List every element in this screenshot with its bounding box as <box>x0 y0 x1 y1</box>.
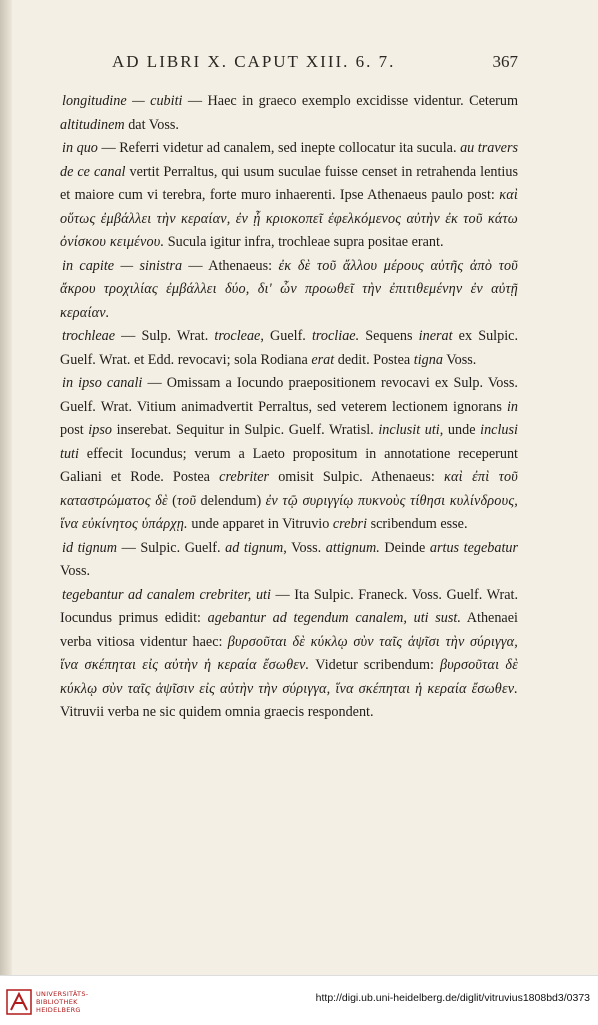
text-run: — Referri videtur ad canalem, sed inepte collocatur ita sucula. <box>97 140 461 156</box>
text-run: dedit. Postea <box>334 351 414 368</box>
paragraph <box>60 90 518 137</box>
greek-quotation: βυρσοῦται δὲ κύκλῳ σὺν ταῖς ἁψῖσιν εἰς αὐτὴν τὴν σύριγγα, ἵνα σκέπηται ἡ κεραία ἔσωθεν. <box>60 657 519 697</box>
italic-term: in capite — sinistra <box>62 257 183 274</box>
text-run: — Athenaeus: <box>182 257 279 274</box>
text-run: vertit Perraltus, qui usum suculae fuisse censet in retrahenda lentius et maiore cum vi terebra, forte muro inhaerenti. Ipse Athenaeus paulo post: <box>60 163 518 203</box>
text-run: dat Voss. <box>124 116 179 133</box>
italic-term: inerat <box>418 328 453 344</box>
italic-term: inclusi tuti <box>60 422 518 462</box>
paragraph <box>60 325 518 372</box>
text-run: Sucula igitur infra, trochleae supra positae erant. <box>164 234 444 250</box>
italic-term: crebriter <box>219 469 270 485</box>
text-run: post <box>60 422 89 438</box>
italic-term: ad tignum <box>225 539 284 556</box>
library-name-line: UNIVERSITÄTS- <box>36 990 89 998</box>
text-run: Videtur scribendum: <box>309 657 440 673</box>
italic-term: altitudinem <box>60 116 125 133</box>
page-number: 367 <box>492 52 518 71</box>
italic-term: in ipso canali <box>62 375 143 391</box>
paragraph <box>60 255 518 326</box>
paragraph <box>60 584 518 725</box>
italic-term: erat <box>311 351 335 368</box>
library-logo-icon <box>6 989 32 1015</box>
italic-term: trocleae <box>214 328 261 344</box>
italic-term: artus <box>429 539 460 556</box>
text-run: ( <box>167 492 177 509</box>
running-title: AD LIBRI X. CAPUT XIII. 6. 7. <box>112 52 396 71</box>
text-run: delendum) <box>196 492 266 509</box>
paragraph <box>60 537 518 584</box>
page-header <box>0 52 598 74</box>
text-run: Sequens <box>359 328 419 344</box>
commentary-text <box>60 90 518 725</box>
italic-term: inclusit uti <box>378 422 440 438</box>
italic-term: tigna <box>413 351 443 368</box>
text-run: Deinde <box>379 539 430 556</box>
text-run: Voss. <box>442 351 477 368</box>
library-name-line: BIBLIOTHEK <box>36 998 78 1006</box>
text-run: , unde <box>439 422 481 438</box>
text-run: omisit Sulpic. Athenaeus: <box>269 469 444 485</box>
italic-term: tegebantur ad canalem crebriter, uti <box>62 586 271 603</box>
text-run: inserebat. Sequitur in Sulpic. Guelf. Wratisl. <box>111 422 379 438</box>
text-run: Voss. <box>60 563 91 579</box>
italic-term: trochleae <box>62 328 116 344</box>
italic-term: au travers de ce canal <box>60 140 519 180</box>
italic-term: crebri <box>332 516 368 532</box>
text-run: Vitruvii verba ne sic quidem omnia graecis respondent. <box>60 704 374 720</box>
text-run: — Ita Sulpic. Franeck. Voss. Guelf. Wrat. Iocundus primus edidit: <box>60 586 518 626</box>
permalink-url[interactable]: http://digi.ub.uni-heidelberg.de/diglit/vitruvius1808bd3/0373 <box>315 992 590 1004</box>
italic-term: tegebatur <box>463 539 518 556</box>
text-run: ex Sulpic. Guelf. Wrat. et Edd. revocavi; sola Rodiana <box>60 328 518 368</box>
text-run: — Haec in graeco exemplo excidisse videntur. Ceterum <box>182 93 518 109</box>
italic-term: trocliae. <box>311 328 360 344</box>
paragraph <box>60 137 518 255</box>
library-name-line: HEIDELBERG <box>36 1006 81 1014</box>
greek-quotation: καὶ οὕτως ἐμβάλλει τὴν κεραίαν, ἐν ᾗ κριοκοπεῖ ἐφελκόμενος αὐτὴν ἐκ τοῦ κάτω ὀνίσκου κειμένου. <box>60 187 518 250</box>
text-run: — Sulp. Wrat. <box>115 328 215 344</box>
text-run: scribendum esse. <box>367 516 468 532</box>
text-run: unde apparet in Vitruvio <box>187 516 333 532</box>
italic-term: ipso <box>88 422 112 438</box>
text-run: Athenaei verba vitiosa videntur haec: <box>60 610 518 650</box>
greek-quotation: τοῦ <box>176 492 197 509</box>
italic-term: longitudine — cubiti <box>62 93 183 109</box>
italic-term: in quo <box>62 140 98 156</box>
text-run: — Omissam a Iocundo praepositionem revocavi ex Sulp. Voss. Guelf. Wrat. Vitium animadvertit Perraltus, sed veterem lectionem ignorans <box>60 375 518 415</box>
text-run: effecit Iocundus; verum a Laeto propositum in annotatione receperunt Galiani et Rode. Postea <box>60 445 518 485</box>
italic-term: attignum. <box>325 539 380 556</box>
greek-quotation: ἐκ δὲ τοῦ ἄλλου μέρους αὐτῆς ἀπὸ τοῦ ἄκρου τροχιλίας ἐμβάλλει δύο, δι' ὧν προωθεῖ τὴν ἐπιτιθεμένην ἐν αὐτῇ κεραίαν. <box>60 257 518 321</box>
greek-quotation: ἐν τῷ συριγγίῳ πυκνοὺς τίθησι κυλίνδρους, ἵνα εὐκίνητος ὑπάρχῃ. <box>60 492 519 532</box>
viewer-footer <box>0 975 598 1025</box>
italic-term: agebantur ad tegendum canalem, uti sust. <box>207 610 461 626</box>
greek-quotation: βυρσοῦται δὲ κύκλῳ σὺν ταῖς ἁψῖσι τὴν σύριγγα, ἵνα σκέπηται εἰς αὐτὴν ἡ κεραία ἔσωθεν. <box>60 633 518 673</box>
paragraph <box>60 372 518 537</box>
text-run: , Guelf. <box>260 328 312 344</box>
text-run: , Voss. <box>283 539 326 556</box>
page-gutter-shadow <box>0 0 12 975</box>
greek-quotation: καὶ ἐπὶ τοῦ καταστρώματος δὲ <box>60 469 518 509</box>
italic-term: in <box>506 398 518 415</box>
text-run: — Sulpic. Guelf. <box>117 539 226 556</box>
italic-term: id tignum <box>62 539 118 556</box>
library-name <box>36 990 88 1014</box>
